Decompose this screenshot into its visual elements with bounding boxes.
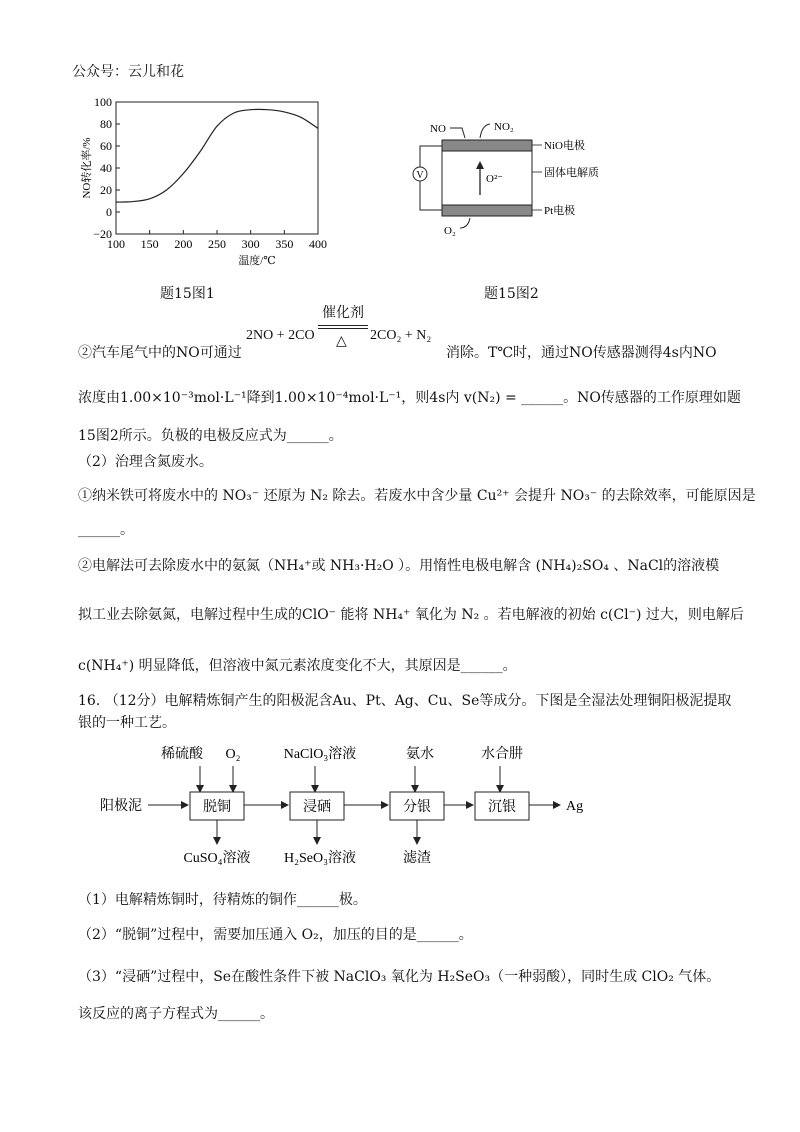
figure1-y-tick-label: −20: [93, 227, 112, 241]
no2-arrow: [480, 124, 490, 138]
figure1-y-tick-label: 0: [106, 205, 112, 219]
box-leach-se-label: 浸硒: [303, 800, 331, 815]
figure1-x-tick-label: 200: [174, 237, 193, 251]
equation-heat: △: [336, 333, 347, 349]
header-text: 公众号：云儿和花: [72, 64, 184, 80]
equation-arrow: [318, 325, 368, 329]
q16-sub2: （2）“脱铜”过程中，需要加压通入 O₂，加压的目的是______。: [78, 927, 473, 943]
no-arrow: [450, 128, 465, 138]
input-naclo3: NaClO₃溶液: [283, 747, 357, 762]
figure1-x-axis-label: 温度/℃: [238, 255, 276, 267]
box-decopper-label: 脱铜: [203, 800, 231, 815]
figure1-caption: 题15图1: [160, 286, 215, 302]
q16-sub3b: 该反应的离子方程式为______。: [78, 1006, 274, 1022]
flow-end: Ag: [566, 799, 584, 814]
no-label: NO: [430, 123, 446, 135]
q15-line4: ①纳米铁可将废水中的 NO₃⁻ 还原为 N₂ 除去。若废水中含少量 Cu²⁺ 会提升 NO₃⁻ 的去除效率，可能原因是: [78, 488, 756, 504]
pt-electrode: [442, 205, 532, 216]
box-precipitate-ag-label: 沉银: [488, 800, 516, 815]
input-ammonia: 氨水: [406, 747, 434, 762]
q15-line6: ②电解法可去除废水中的氨氮（NH₄⁺或 NH₃·H₂O ）。用惰性电极电解含 (NH₄)₂SO₄ 、NaCl的溶液模: [78, 558, 720, 574]
equation-right: 2CO₂ + N₂: [370, 328, 432, 343]
voltmeter-label: V: [416, 170, 424, 181]
figure1-x-tick-label: 250: [208, 237, 226, 251]
o2minus-label: O²⁻: [486, 173, 504, 185]
flow-start: 阳极泥: [100, 799, 142, 814]
figure1-y-tick-label: 80: [100, 117, 112, 131]
input-dilute-sulfuric-acid: 稀硫酸: [161, 747, 203, 762]
q15-line2: 浓度由1.00×10⁻³mol·L⁻¹降到1.00×10⁻⁴mol·L⁻¹，则4s内 v(N₂) = ______。NO传感器的工作原理如题: [78, 390, 741, 406]
figure1-chart: [60, 92, 350, 272]
figure1-x-ticks: [107, 230, 327, 251]
q15-part2-title: （2）治理含氮废水。: [78, 454, 213, 470]
figure1-y-tick-label: 100: [94, 95, 112, 109]
input-hydrazine: 水合肼: [481, 747, 523, 762]
figure1-plot-frame: [116, 102, 318, 234]
q15-line1b: 消除。T℃时，通过NO传感器测得4s内NO: [446, 345, 717, 361]
figure1-axes: [116, 102, 318, 234]
figure1-y-tick-label: 20: [100, 183, 112, 197]
equation-left: 2NO + 2CO: [246, 328, 315, 343]
process-flowchart: [90, 740, 630, 870]
q15-line1a: ②汽车尾气中的NO可通过: [78, 345, 242, 361]
electrolyte-label: 固体电解质: [544, 167, 599, 179]
q15-line7: 拟工业去除氨氮，电解过程中生成的ClO⁻ 能将 NH₄⁺ 氧化为 N₂ 。若电解液的初始 c(Cl⁻) 过大，则电解后: [78, 607, 744, 623]
output-h2seo3: H₂SeO₃溶液: [284, 851, 356, 866]
q15-line3: 15图2所示。负极的电极反应式为______。: [78, 428, 343, 444]
figure1-x-tick-label: 150: [140, 237, 159, 251]
nio-label: NiO电极: [544, 140, 585, 152]
q15-line5: ______。: [78, 522, 134, 538]
box-separate-ag-label: 分银: [403, 800, 431, 815]
figure1-x-tick-label: 100: [107, 237, 125, 251]
no2-label: NO₂: [494, 121, 514, 133]
figure1-y-axis-label: NO转化率/%: [81, 137, 93, 199]
output-cuso4: CuSO₄溶液: [183, 851, 251, 866]
equation-catalyst: 催化剂: [322, 305, 364, 321]
figure1-series-line: [116, 109, 318, 202]
q16-sub1: （1）电解精炼铜时，待精炼的铜作______极。: [78, 892, 367, 908]
pt-label: Pt电极: [544, 205, 576, 217]
q16-intro2: 银的一种工艺。: [78, 715, 176, 731]
q16-intro1: 16. （12分）电解精炼铜产生的阳极泥含Au、Pt、Ag、Cu、Se等成分。下图是全湿法处理铜阳极泥提取: [78, 693, 732, 709]
q16-sub3: （3）“浸硒”过程中，Se在酸性条件下被 NaClO₃ 氧化为 H₂SeO₃（一种弱酸），同时生成 ClO₂ 气体。: [78, 969, 721, 985]
o2-arrow: [460, 218, 470, 228]
figure1-x-tick-label: 400: [309, 237, 327, 251]
figure2-diagram: [410, 110, 640, 260]
figure1-y-tick-label: 40: [100, 161, 112, 175]
output-residue: 滤渣: [403, 851, 431, 866]
figure1-y-tick-label: 60: [100, 139, 112, 153]
figure1-x-tick-label: 350: [275, 237, 294, 251]
input-o2: O₂: [225, 747, 241, 762]
q15-line8: c(NH₄⁺) 明显降低，但溶液中氮元素浓度变化不大，其原因是______。: [78, 658, 517, 674]
figure1-x-tick-label: 300: [241, 237, 260, 251]
nio-electrode: [442, 140, 532, 151]
figure2-caption: 题15图2: [484, 286, 539, 302]
o2-label: O₂: [444, 225, 456, 237]
